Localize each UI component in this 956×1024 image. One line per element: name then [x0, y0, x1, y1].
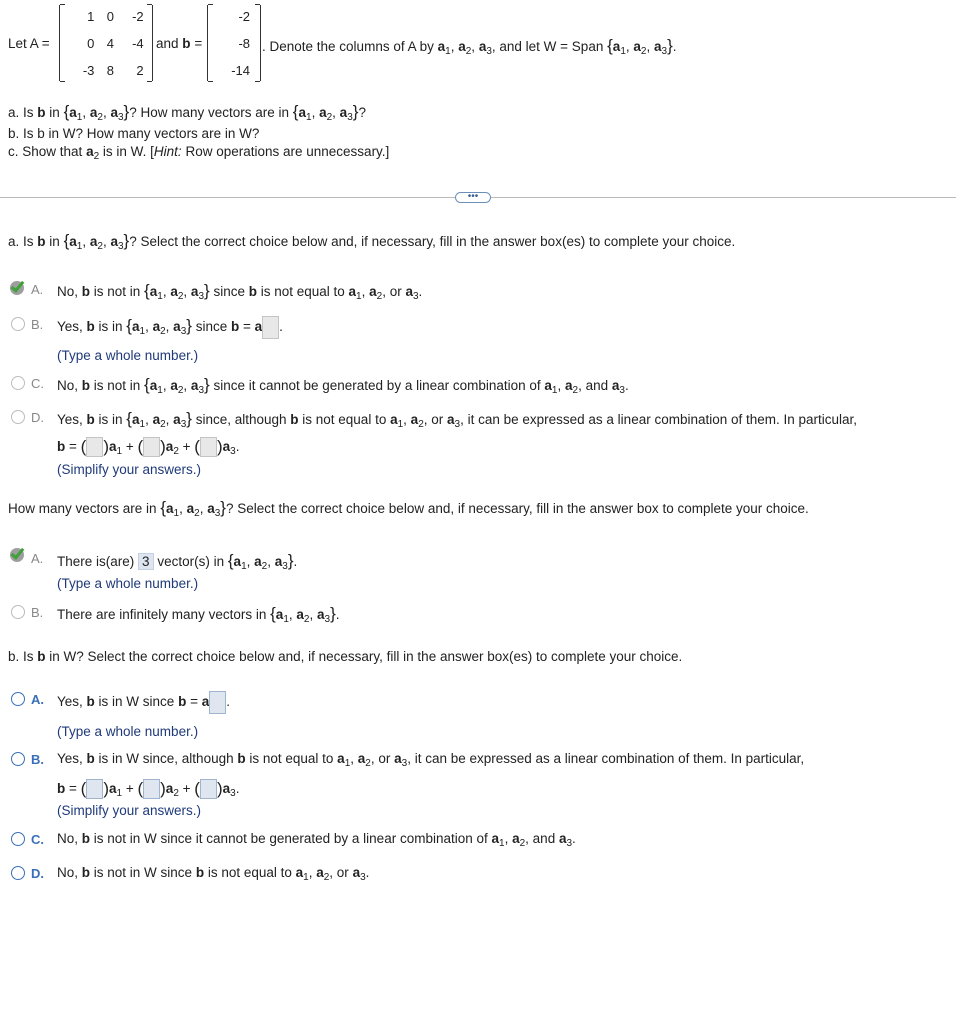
section-a-option-b[interactable]: Yes, b is in {$a_1$, $a_2$, $a_3$} since b = a .: [57, 316, 283, 338]
count-option-a[interactable]: There is(are) 3 vector(s) in {$a_1$, $a_2$, $a_3$}.: [57, 551, 298, 572]
part-c-mid: is in W. [: [102, 144, 154, 159]
denote-columns-text: . Denote the columns of A by $a_1$, $a_2$, $a_3$, and let W = Span {$a_1$, $a_2$, $a_3$}.: [262, 36, 677, 57]
section-a-option-d[interactable]: Yes, b is in {$a_1$, $a_2$, $a_3$} since, although b is not equal to $a_1$, $a_2$, or $a_3$, it can be expressed as a linear combination of them. In particular,: [57, 409, 858, 430]
option-letter: B.: [31, 605, 44, 620]
matrix-cell: 0: [87, 36, 95, 51]
coefficient-box-2[interactable]: [143, 779, 160, 799]
part-c-question: c. Show that $a_2$ is in W. [Hint: Row operations are unnecessary.]: [8, 144, 390, 162]
section-b-option-b[interactable]: Yes, b is in W since, although b is not equal to $a_1$, $a_2$, or $a_3$, it can be expressed as a linear combination of them. In particular,: [57, 751, 805, 769]
section-b-option-d[interactable]: No, b is not in W since b is not equal to $a_1$, $a_2$, or $a_3$.: [57, 865, 370, 883]
equals-sign: =: [194, 36, 203, 51]
vector-b: [207, 5, 261, 81]
part-a-prefix: a. Is: [8, 234, 34, 249]
section-b-option-a[interactable]: Yes, b is in W since b = a .: [57, 691, 230, 714]
count-answer-box[interactable]: 3: [138, 553, 154, 570]
coefficient-box-3[interactable]: [200, 437, 217, 457]
matrix-cell: -3: [82, 63, 95, 78]
section-a-option-a[interactable]: No, b is not in {$a_1$, $a_2$, $a_3$} since b is not equal to $a_1$, $a_2$, or $a_3$.: [57, 281, 423, 302]
let-a-label: Let A =: [8, 36, 50, 51]
matrix-cell: 2: [136, 63, 144, 78]
section-a-linear-combination: b = ( )$a_1$ + ( )$a_2$ + ( )$a_3$.: [57, 437, 240, 457]
section-b-option-c[interactable]: No, b is not in W since it cannot be generated by a linear combination of $a_1$, $a_2$, and $a_3$.: [57, 831, 576, 849]
option-letter: D.: [31, 866, 44, 881]
coefficient-box-1[interactable]: [86, 779, 103, 799]
b-symbol: b: [182, 36, 191, 51]
part-a-mid: ? How many vectors are in: [129, 105, 290, 120]
hint-word: Hint:: [153, 144, 182, 159]
section-b-radio-d[interactable]: [11, 866, 25, 880]
count-prefix: There is(are): [57, 554, 135, 569]
matrix-cell: 4: [106, 36, 114, 51]
matrix-cell: 0: [106, 9, 114, 24]
option-letter: B.: [31, 317, 44, 332]
in-word: in: [49, 234, 60, 249]
and-let-text: , and let W = Span: [491, 39, 604, 54]
part-a-question: a. Is b in {$a_1$, $a_2$, $a_3$}? How many vectors are in {$a_1$, $a_2$, $a_3$}?: [8, 102, 366, 123]
section-b-radio-a[interactable]: [11, 692, 25, 706]
hint-text: (Type a whole number.): [57, 348, 199, 363]
count-question-suffix: ? Select the correct choice below and, if necessary, fill in the answer box to complete your choice.: [225, 501, 809, 516]
vector-b-entry: -14: [231, 63, 250, 78]
section-a-instructions: Select the correct choice below and, if necessary, fill in the answer box(es) to complete your choice.: [140, 234, 736, 249]
option-letter: C.: [31, 832, 44, 847]
part-a-prefix: a. Is: [8, 105, 34, 120]
coefficient-box-3[interactable]: [200, 779, 217, 799]
hint-text: (Simplify your answers.): [57, 803, 202, 818]
matrix-cell: 1: [87, 9, 95, 24]
option-letter: D.: [31, 410, 44, 425]
answer-box[interactable]: [209, 691, 226, 714]
count-option-b-text: There are infinitely many vectors in: [57, 607, 267, 622]
section-a-radio-d[interactable]: [11, 410, 25, 424]
option-letter: A.: [31, 692, 44, 707]
matrix-cell: -2: [132, 9, 144, 24]
section-a-question: a. Is b in {$a_1$, $a_2$, $a_3$}? Select the correct choice below and, if necessary, fill in the answer box(es) to complete your choice.: [8, 231, 736, 252]
count-option-b[interactable]: There are infinitely many vectors in {$a_1$, $a_2$, $a_3$}.: [57, 604, 340, 625]
matrix-cell: 8: [106, 63, 114, 78]
and-b-label: [156, 36, 202, 51]
denote-text: . Denote the columns of A by: [262, 39, 434, 54]
matrix-cell: -4: [132, 36, 144, 51]
matrix-a-row-1: [60, 9, 152, 24]
option-letter: C.: [31, 376, 44, 391]
correct-check-icon: [10, 281, 24, 295]
section-b-linear-combination: b = ( )$a_1$ + ( )$a_2$ + ( )$a_3$.: [57, 779, 240, 799]
section-b-radio-b[interactable]: [11, 752, 25, 766]
section-b-radio-c[interactable]: [11, 832, 25, 846]
more-options-button[interactable]: •••: [455, 192, 491, 203]
option-letter: A.: [31, 282, 44, 297]
answer-box[interactable]: [262, 316, 279, 339]
part-c-end: Row operations are unnecessary.]: [185, 144, 390, 159]
coefficient-box-2[interactable]: [143, 437, 160, 457]
matrix-a: [59, 5, 153, 81]
vector-b-entry: -2: [238, 9, 250, 24]
and-word: and: [156, 36, 179, 51]
count-suffix: vector(s) in: [157, 554, 225, 569]
correct-check-icon: [10, 548, 24, 562]
part-c-prefix: c. Show that: [8, 144, 83, 159]
option-letter: B.: [31, 752, 44, 767]
hint-text: (Type a whole number.): [57, 576, 199, 591]
matrix-a-row-3: [60, 63, 152, 78]
count-radio-b[interactable]: [11, 605, 25, 619]
option-letter: A.: [31, 551, 44, 566]
hint-text: (Type a whole number.): [57, 724, 199, 739]
section-b-question: b. Is b in W? Select the correct choice below and, if necessary, fill in the answer box(es) to complete your choice.: [8, 649, 683, 664]
in-word: in: [49, 105, 60, 120]
section-a-radio-c[interactable]: [11, 376, 25, 390]
matrix-a-row-2: [60, 36, 152, 51]
part-b-question: b. Is b in W? How many vectors are in W?: [8, 126, 260, 141]
count-question: How many vectors are in {$a_1$, $a_2$, $a_3$}? Select the correct choice below and, if necessary, fill in the answer box to complete your choice.: [8, 498, 809, 519]
section-a-radio-b[interactable]: [11, 317, 25, 331]
section-a-option-c[interactable]: No, b is not in {$a_1$, $a_2$, $a_3$} since it cannot be generated by a linear combination of $a_1$, $a_2$, and $a_3$.: [57, 375, 629, 396]
vector-b-entry: -8: [238, 36, 250, 51]
count-question-prefix: How many vectors are in: [8, 501, 157, 516]
hint-text: (Simplify your answers.): [57, 462, 202, 477]
coefficient-box-1[interactable]: [86, 437, 103, 457]
